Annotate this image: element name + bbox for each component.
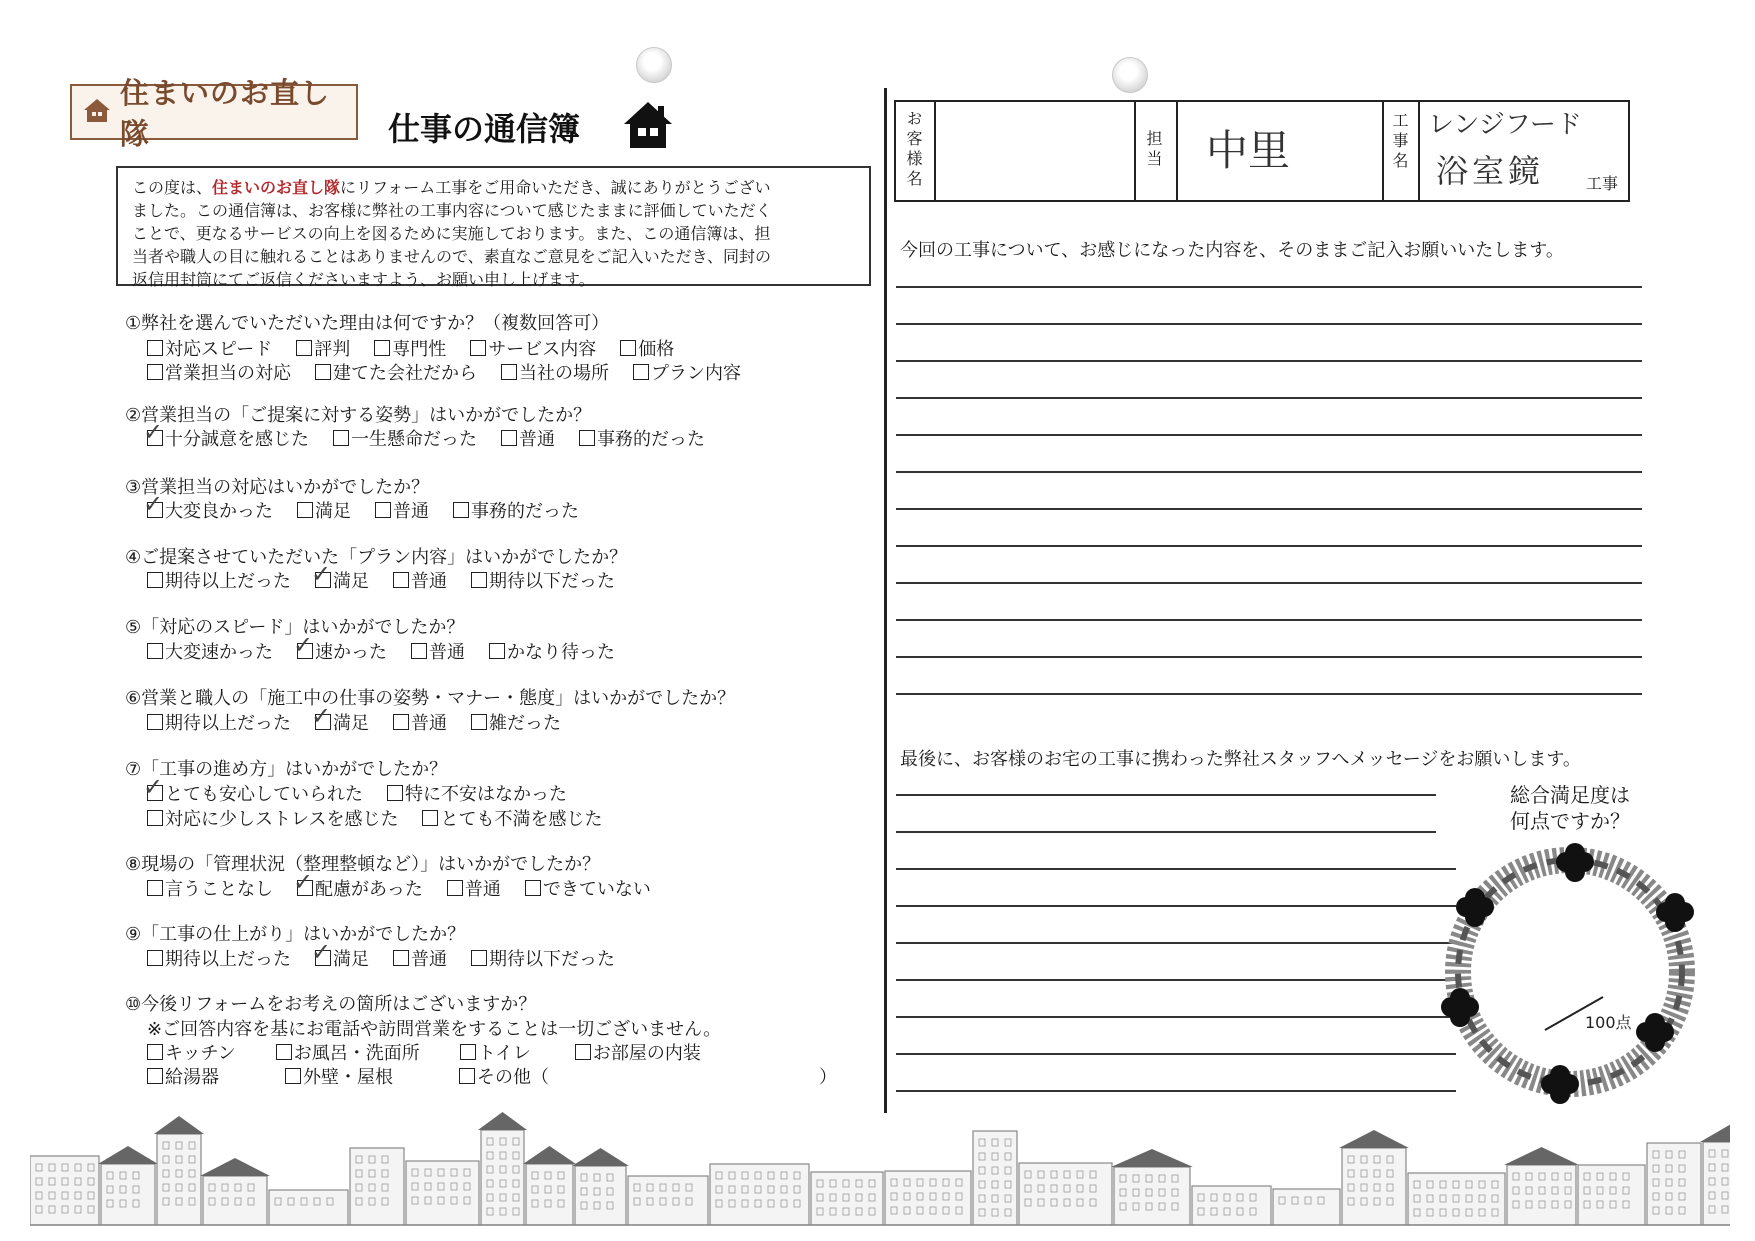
option-row — [147, 362, 765, 386]
option-row — [147, 938, 639, 972]
message-instruction: 最後に、お客様のお宅の工事に携わった弊社スタッフへメッセージをお願いします。 — [900, 749, 1581, 770]
option-label: 営業担当の対応 — [165, 363, 291, 384]
building-icon — [523, 1146, 576, 1225]
checkbox[interactable] — [147, 572, 163, 588]
option-label: プラン内容 — [651, 363, 741, 384]
comment-rule — [896, 582, 1642, 584]
checkbox[interactable] — [393, 572, 409, 588]
checkbox-option[interactable] — [147, 1066, 219, 1090]
option-label: 普通 — [393, 501, 429, 522]
building-icon — [200, 1158, 270, 1225]
comment-rule — [896, 471, 1642, 473]
punch-hole-right — [1112, 57, 1148, 93]
checkbox-option[interactable] — [579, 428, 705, 452]
option-label: 期待以上だった — [165, 949, 291, 970]
option-label: 期待以下だった — [489, 949, 615, 970]
option-label: できていない — [542, 879, 651, 900]
option-row — [147, 702, 585, 736]
checkbox-option[interactable] — [293, 631, 387, 665]
checkbox[interactable] — [575, 1044, 591, 1060]
checkbox-option[interactable] — [375, 500, 429, 524]
checkbox-option[interactable] — [147, 878, 273, 902]
building-icon — [269, 1190, 348, 1225]
option-label: 満足 — [333, 949, 369, 970]
option-row — [143, 773, 591, 807]
checkbox[interactable] — [374, 340, 390, 356]
checkbox-option[interactable] — [333, 428, 477, 452]
town-illustration — [30, 1110, 1730, 1230]
building-icon — [811, 1172, 883, 1225]
option-label: 大変速かった — [165, 642, 273, 663]
comment-rule — [896, 360, 1642, 362]
checkbox-option[interactable] — [311, 560, 369, 594]
question-7: ⑦「工事の進め方」はいかがでしたか？ — [125, 759, 448, 780]
checkbox-option[interactable] — [393, 712, 447, 736]
option-row — [147, 868, 675, 902]
building-icon — [406, 1161, 479, 1225]
checkbox[interactable] — [296, 340, 312, 356]
checkbox[interactable] — [411, 643, 427, 659]
building-icon — [572, 1148, 629, 1225]
checkbox[interactable] — [620, 340, 636, 356]
building-icon — [1273, 1189, 1340, 1225]
building-icon — [885, 1171, 971, 1225]
company-logo — [70, 76, 358, 151]
checkbox-option[interactable] — [311, 938, 369, 972]
building-icon — [1408, 1173, 1505, 1225]
question-3: ③営業担当の対応はいかがでしたか？ — [125, 477, 430, 498]
check-mark-icon: ✓ — [293, 868, 314, 896]
message-rule — [896, 868, 1456, 870]
option-label: 普通 — [519, 429, 555, 450]
comment-rule — [896, 656, 1642, 658]
checkbox[interactable] — [471, 572, 487, 588]
checkbox[interactable] — [422, 810, 438, 826]
checkbox-option[interactable] — [311, 702, 369, 736]
checkbox-option[interactable] — [460, 1042, 531, 1066]
checkbox[interactable] — [147, 1044, 163, 1060]
checkbox-option[interactable] — [501, 362, 609, 386]
option-label: キッチン — [165, 1043, 236, 1064]
checkbox-option[interactable] — [422, 808, 602, 832]
house-logo-icon — [82, 96, 112, 128]
checkbox[interactable] — [459, 1068, 475, 1084]
option-row — [147, 808, 626, 832]
checkbox-option[interactable] — [501, 428, 555, 452]
customer-name-field[interactable] — [936, 102, 1136, 200]
building-icon — [154, 1116, 204, 1225]
checkbox-option[interactable] — [147, 570, 291, 594]
option-label: 期待以上だった — [165, 571, 291, 592]
work-label-cell: 工事名 — [1384, 102, 1420, 200]
building-icon — [1019, 1163, 1112, 1225]
option-label: 雑だった — [489, 713, 561, 734]
option-label: 外壁・屋根 — [303, 1067, 393, 1088]
question-1: ①弊社を選んでいただいた理由は何ですか？（複数回答可） — [125, 313, 610, 334]
checkbox[interactable] — [471, 950, 487, 966]
checkbox-option[interactable] — [575, 1042, 701, 1066]
option-label: 対応に少しストレスを感じた — [165, 809, 399, 830]
building-icon — [1111, 1149, 1193, 1225]
checkbox-option[interactable] — [147, 641, 273, 665]
checkbox-option[interactable] — [143, 773, 363, 807]
checkbox[interactable] — [387, 785, 403, 801]
checkbox-option[interactable] — [276, 1042, 420, 1066]
building-icon — [710, 1164, 809, 1225]
message-rule — [896, 1016, 1456, 1018]
work-handwritten-2: 浴室鏡 — [1436, 152, 1545, 190]
checkbox-option[interactable] — [147, 338, 272, 362]
customer-label-cell: お客様名 — [896, 102, 936, 200]
comment-rule — [896, 434, 1642, 436]
checkbox-option[interactable] — [293, 868, 423, 902]
checkbox-option[interactable] — [633, 362, 741, 386]
option-label: 当社の場所 — [519, 363, 609, 384]
checkbox[interactable] — [147, 364, 163, 380]
work-suffix: 工事 — [1585, 174, 1618, 193]
comment-rule — [896, 619, 1642, 621]
check-mark-icon: ✓ — [311, 938, 332, 966]
option-label: 満足 — [333, 571, 369, 592]
checkbox-option[interactable] — [525, 878, 651, 902]
checkbox-option[interactable] — [459, 1066, 549, 1090]
page-title: 仕事の通信簿 — [388, 110, 581, 148]
option-label: 普通 — [411, 949, 447, 970]
option-label: 特に不安はなかった — [405, 784, 567, 805]
checkbox-option[interactable] — [374, 338, 446, 362]
option-label: 価格 — [638, 339, 675, 360]
option-label: トイレ — [477, 1043, 531, 1064]
checkbox[interactable] — [393, 950, 409, 966]
question-note: ※ご回答内容を基にお電話や訪問営業をすることは一切ございません。 — [147, 1019, 722, 1040]
check-mark-icon: ✓ — [143, 490, 164, 518]
check-mark-icon: ✓ — [311, 702, 332, 730]
option-label: 専門性 — [392, 339, 447, 360]
question-8: ⑧現場の「管理状況（整理整頓など）」はいかがでしたか？ — [125, 854, 601, 875]
score-label: 総合満足度は 何点ですか？ — [1510, 783, 1630, 833]
checkbox[interactable] — [297, 502, 313, 518]
question-6: ⑥営業と職人の「施工中の仕事の姿勢・マナー・態度」はいかがでしたか？ — [125, 688, 736, 709]
checkbox-option[interactable] — [296, 338, 350, 362]
checkbox[interactable] — [147, 340, 163, 356]
option-label: その他（ — [477, 1067, 549, 1088]
checkbox[interactable] — [525, 880, 541, 896]
building-icon — [973, 1131, 1017, 1225]
comment-rule — [896, 693, 1642, 695]
checkbox-option[interactable] — [447, 878, 501, 902]
checkbox[interactable] — [147, 714, 163, 730]
option-label: サービス内容 — [488, 339, 597, 360]
question-4: ④ご提案させていただいた「プラン内容」はいかがでしたか？ — [125, 547, 628, 568]
checkbox[interactable] — [471, 714, 487, 730]
option-label: 給湯器 — [165, 1067, 219, 1088]
staff-field[interactable] — [1178, 102, 1384, 200]
option-label: 対応スピード — [165, 339, 273, 360]
option-row — [147, 631, 639, 665]
message-rule — [896, 1053, 1456, 1055]
message-rule — [896, 794, 1436, 796]
intro-text-box: この度は、住まいのお直し隊にリフォーム工事をご用命いただき、誠にありがとうござい ました。この通信簿は、お客様に弊社の工事内容について感じたままに評価していただく ことで、更なるサービスの向上を図るために実施しております。また、この通信簿は、担 当者や職人の目に触れることはありませんので、素直なご意見をご記入いただき、同封の 返信用封筒にてご返信くださいますよう、お願い申し上げます。 — [116, 166, 871, 286]
checkbox[interactable] — [147, 1068, 163, 1084]
option-label: 普通 — [429, 642, 465, 663]
question-10: ⑩今後リフォームをお考えの箇所はございますか？ — [125, 994, 537, 1015]
building-icon — [1578, 1165, 1645, 1225]
message-rule — [896, 979, 1456, 981]
staff-handwritten: 中里 — [1206, 126, 1291, 175]
check-mark-icon: ✓ — [311, 560, 332, 588]
checkbox[interactable] — [447, 880, 463, 896]
option-label: 事務的だった — [597, 429, 705, 450]
checkbox-option[interactable] — [285, 1066, 393, 1090]
option-label: 事務的だった — [471, 501, 579, 522]
checkbox[interactable] — [147, 950, 163, 966]
checkbox-option[interactable] — [393, 948, 447, 972]
building-icon — [30, 1156, 99, 1225]
checkbox[interactable] — [633, 364, 649, 380]
checkbox[interactable] — [276, 1044, 292, 1060]
check-mark-icon: ✓ — [143, 418, 164, 446]
option-label: 普通 — [411, 571, 447, 592]
header-table — [894, 100, 1630, 202]
question-5: ⑤「対応のスピード」はいかがでしたか？ — [125, 617, 465, 638]
checkbox-option[interactable] — [489, 641, 615, 665]
option-label: 配慮があった — [315, 879, 423, 900]
option-row — [143, 490, 603, 524]
check-mark-icon: ✓ — [293, 631, 314, 659]
checkbox[interactable] — [147, 810, 163, 826]
checkbox-option[interactable] — [471, 570, 615, 594]
staff-label-cell: 担当 — [1136, 102, 1178, 200]
option-label: 一生懸命だった — [351, 429, 477, 450]
checkbox[interactable] — [333, 430, 349, 446]
message-rule — [896, 942, 1456, 944]
checkbox[interactable] — [285, 1068, 301, 1084]
checkbox[interactable] — [501, 364, 517, 380]
checkbox-option[interactable] — [387, 783, 567, 807]
checkbox[interactable] — [489, 643, 505, 659]
wreath-icon — [1441, 843, 1694, 1104]
checkbox[interactable] — [470, 340, 486, 356]
checkbox[interactable] — [375, 502, 391, 518]
comment-rule — [896, 397, 1642, 399]
comment-rule — [896, 545, 1642, 547]
checkbox-option[interactable] — [453, 500, 579, 524]
building-icon — [1700, 1124, 1730, 1225]
option-label: とても不満を感じた — [440, 809, 603, 830]
option-label: 言うことなし — [165, 879, 273, 900]
message-rule — [896, 1090, 1456, 1092]
building-icon — [350, 1148, 404, 1225]
checkbox-option[interactable] — [471, 712, 561, 736]
building-icon — [478, 1112, 527, 1225]
option-label: 満足 — [315, 501, 351, 522]
checkbox-option[interactable] — [471, 948, 615, 972]
checkbox[interactable] — [393, 714, 409, 730]
option-label: 普通 — [411, 713, 447, 734]
checkbox-option[interactable] — [297, 500, 351, 524]
building-icon — [1339, 1130, 1409, 1225]
option-label: 満足 — [333, 713, 369, 734]
check-mark-icon: ✓ — [143, 773, 164, 801]
comment-rule — [896, 323, 1642, 325]
option-row — [147, 1042, 701, 1066]
message-rule — [896, 831, 1436, 833]
checkbox-option[interactable] — [147, 712, 291, 736]
option-label: お風呂・洗面所 — [293, 1043, 420, 1064]
question-2: ②営業担当の「ご提案に対する姿勢」はいかがでしたか？ — [125, 405, 592, 426]
work-handwritten-1: レンジフード — [1428, 110, 1582, 140]
punch-hole-left — [636, 47, 672, 83]
option-row — [147, 560, 639, 594]
option-label: 十分誠意を感じた — [165, 429, 309, 450]
checkbox-option[interactable] — [147, 1042, 236, 1066]
house-icon — [622, 98, 674, 154]
option-label: とても安心していられた — [165, 784, 363, 805]
checkbox[interactable] — [453, 502, 469, 518]
option-label: かなり待った — [507, 642, 615, 663]
checkbox-option[interactable] — [411, 641, 465, 665]
building-icon — [98, 1146, 158, 1225]
option-label: 速かった — [315, 642, 387, 663]
comment-instruction: 今回の工事について、お感じになった内容を、そのままご記入お願いいたします。 — [900, 240, 1564, 261]
checkbox[interactable] — [460, 1044, 476, 1060]
checkbox-option[interactable] — [315, 362, 477, 386]
score-value: 100点 — [1585, 1013, 1632, 1032]
question-9: ⑨「工事の仕上がり」はいかがでしたか？ — [125, 924, 466, 945]
checkbox[interactable] — [501, 430, 517, 446]
checkbox-option[interactable] — [147, 362, 291, 386]
wreath-score-area[interactable] — [1425, 832, 1715, 1116]
comment-rule — [896, 508, 1642, 510]
building-icon — [1192, 1186, 1271, 1225]
option-label: 期待以下だった — [489, 571, 615, 592]
checkbox[interactable] — [579, 430, 595, 446]
option-label: 期待以上だった — [165, 713, 291, 734]
option-label: 建てた会社だから — [333, 363, 477, 384]
checkbox[interactable] — [147, 880, 163, 896]
other-close-paren: ） — [819, 1067, 837, 1088]
option-row — [147, 1066, 837, 1090]
option-label: 評判 — [314, 339, 351, 360]
option-label: 普通 — [464, 879, 501, 900]
building-icon — [1504, 1147, 1579, 1225]
logo-text: 住まいのお直し隊 — [120, 76, 331, 151]
checkbox[interactable] — [315, 364, 331, 380]
center-divider — [884, 88, 887, 1113]
option-label: お部屋の内装 — [592, 1043, 701, 1064]
checkbox-option[interactable] — [147, 948, 291, 972]
building-icon — [1647, 1143, 1701, 1225]
checkbox-option[interactable] — [620, 338, 674, 362]
checkbox-option[interactable] — [470, 338, 596, 362]
option-row — [143, 418, 729, 452]
building-icon — [628, 1176, 708, 1225]
checkbox-option[interactable] — [143, 490, 273, 524]
checkbox[interactable] — [147, 643, 163, 659]
checkbox-option[interactable] — [143, 418, 309, 452]
work-name-field[interactable] — [1420, 102, 1628, 200]
comment-rule — [896, 286, 1642, 288]
option-row — [147, 338, 698, 362]
message-rule — [896, 905, 1456, 907]
checkbox-option[interactable] — [147, 808, 398, 832]
checkbox-option[interactable] — [393, 570, 447, 594]
option-label: 大変良かった — [165, 501, 273, 522]
